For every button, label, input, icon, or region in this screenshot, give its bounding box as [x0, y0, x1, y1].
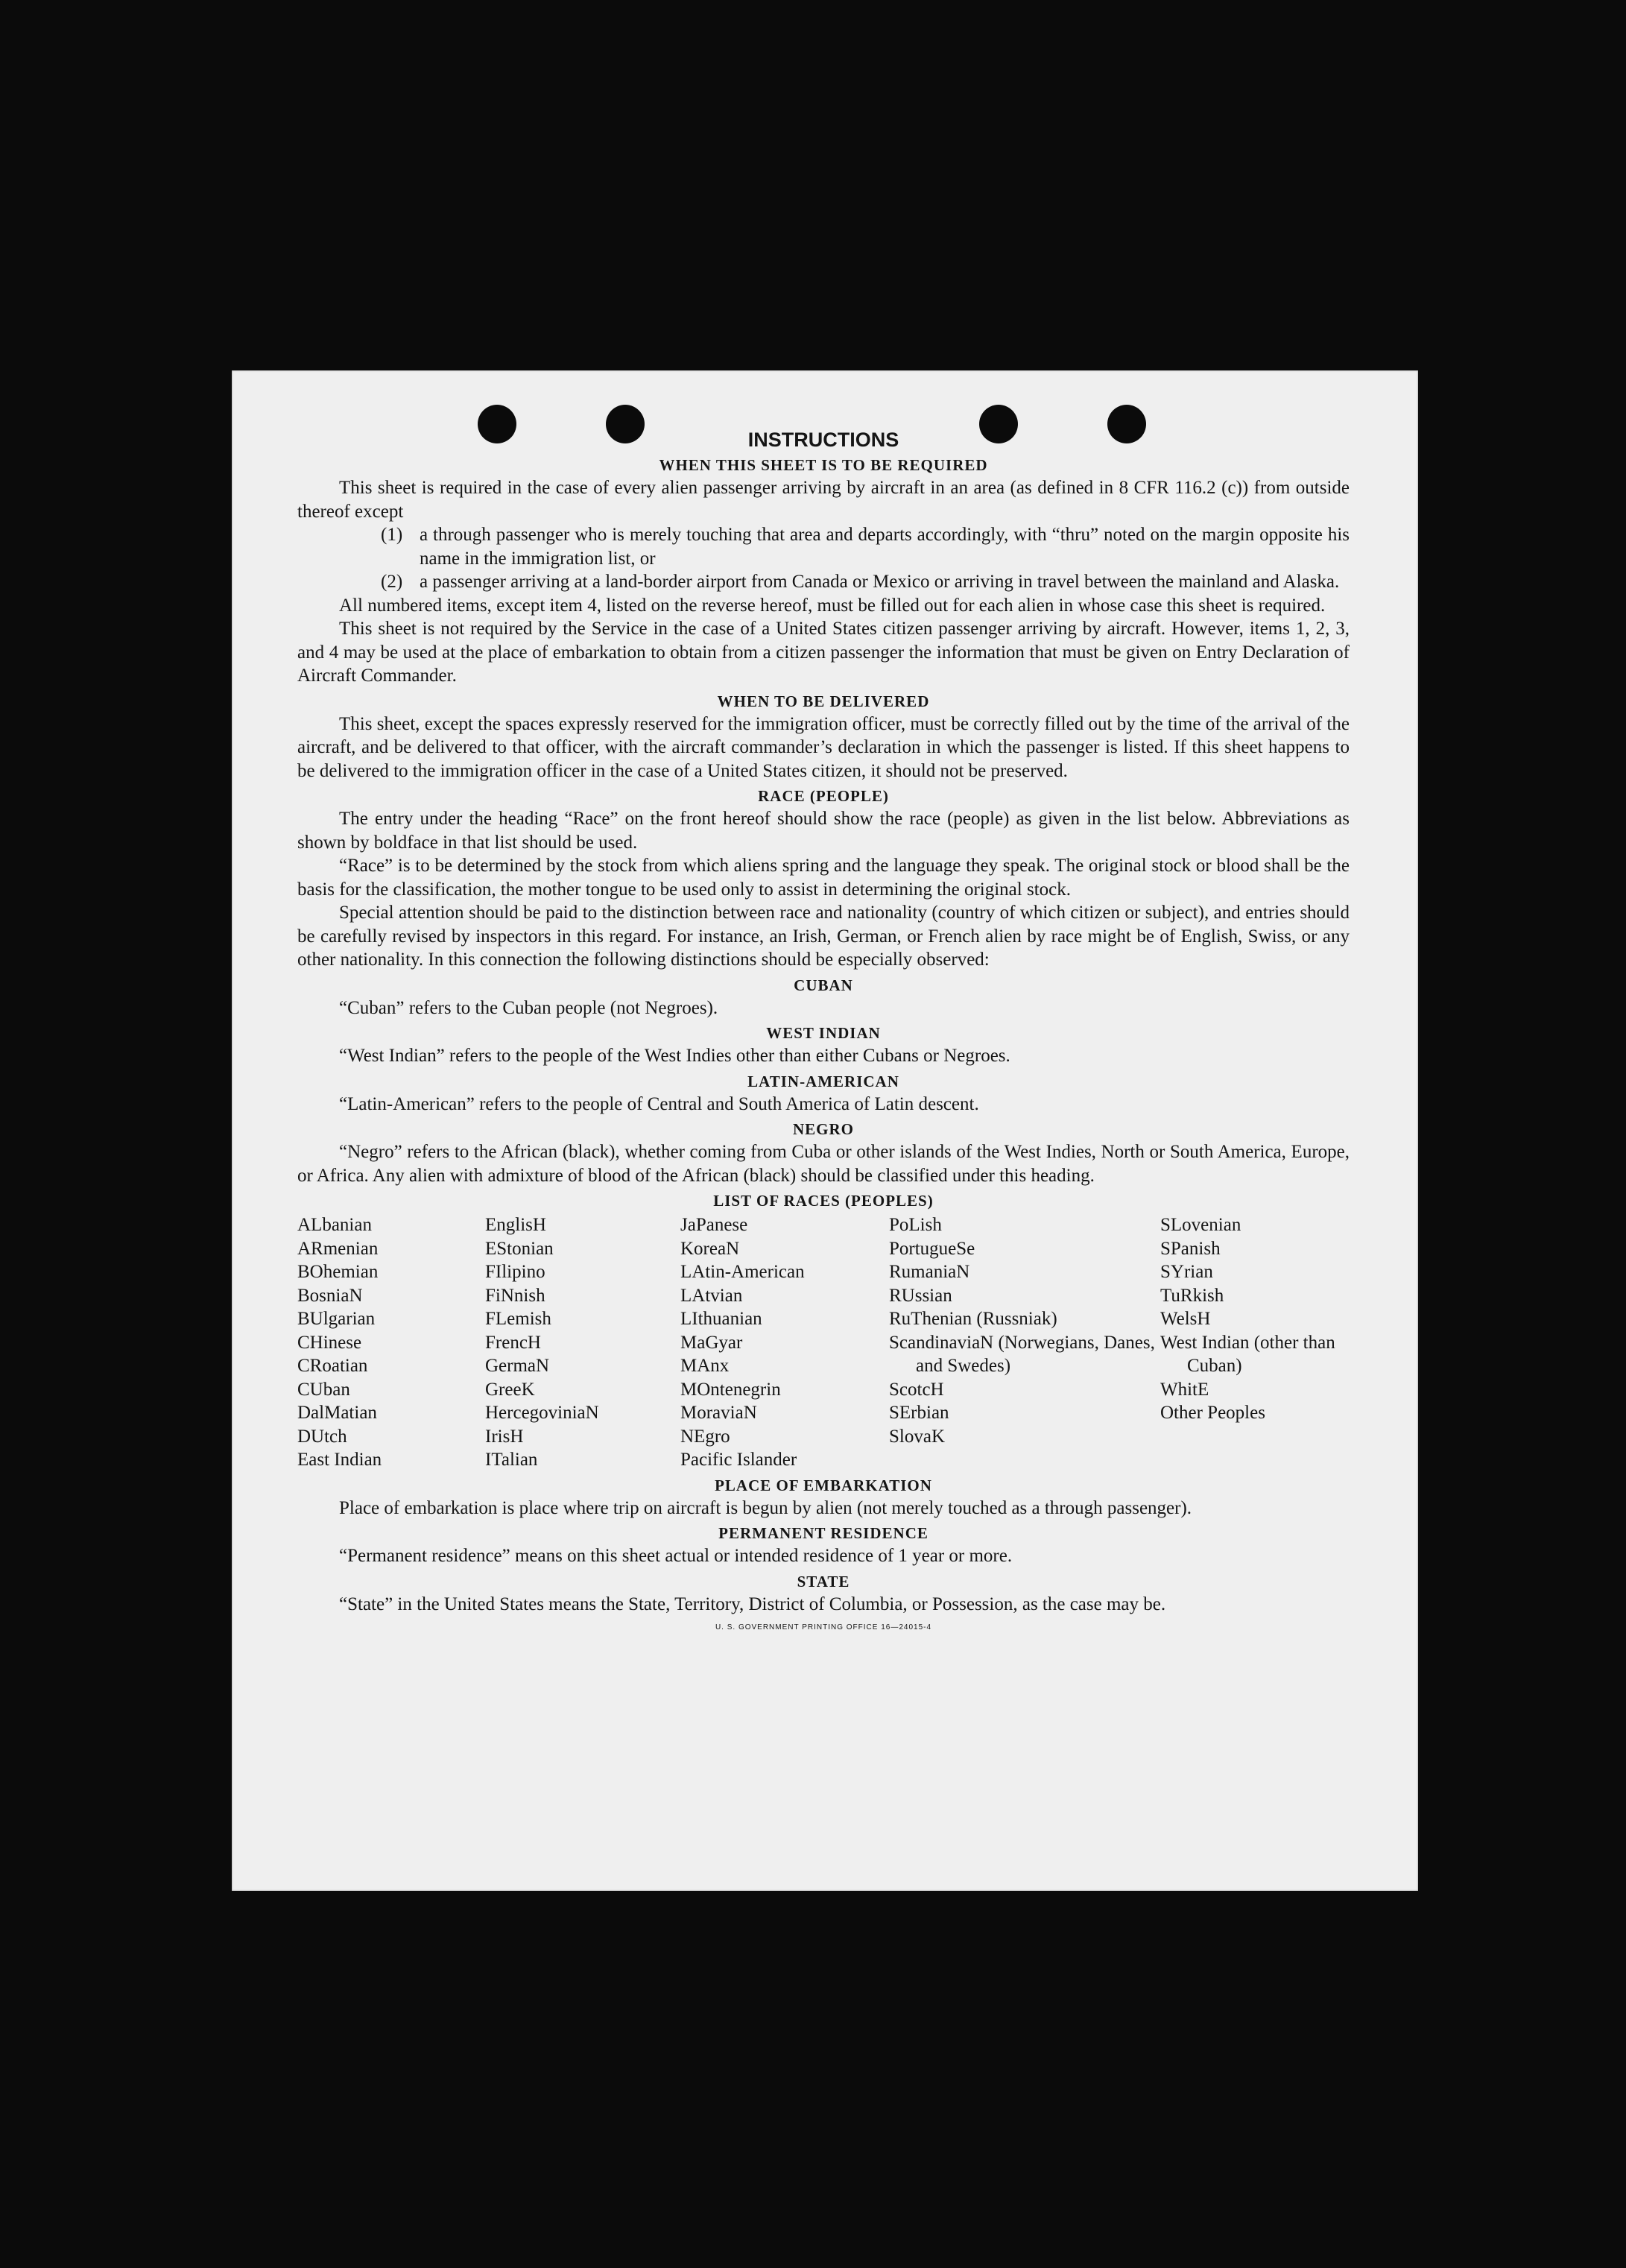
heading-list-of-races: LIST OF RACES (PEOPLES): [713, 1192, 934, 1210]
page-title: INSTRUCTIONS: [747, 429, 899, 451]
race-entry: GermaN: [485, 1356, 550, 1376]
item-number: (2): [381, 572, 403, 592]
race-entry: LAtvian: [680, 1285, 743, 1306]
heading-when-required: WHEN THIS SHEET IS TO BE REQUIRED: [659, 456, 988, 474]
delivered-para: This sheet, except the spaces expressly reserved for the immigration officer, must be correctly filled out by the time of the arrival of the aircraft, and be delivered to that officer, with the aircraft commander’s declaration in which the passenger is listed. If this sheet happens to be delivered to the immigration officer in the case of a United States citizen, it should not be preserved.: [297, 713, 1350, 781]
race-entry: ALbanian: [297, 1215, 372, 1235]
residence-para: “Permanent residence” means on this sheet actual or intended residence of 1 year or more.: [339, 1546, 1013, 1566]
exception-item-1: [297, 523, 1350, 570]
race-entry: LIthuanian: [680, 1309, 762, 1329]
race-entry: DalMatian: [297, 1403, 377, 1423]
race-entry: CHinese: [297, 1332, 362, 1353]
race-entry: BOhemian: [297, 1262, 379, 1282]
race-entry: FIlipino: [485, 1262, 545, 1282]
race-para-2: “Race” is to be determined by the stock from which aliens spring and the language they speak. The original stock or blood shall be the basis for the classification, the mother tongue to be used only to assist in determining the original stock.: [297, 856, 1350, 900]
exception-item-2: [297, 570, 1350, 594]
race-entry: HercegoviniaN: [485, 1403, 599, 1423]
race-entry: CUban: [297, 1379, 350, 1400]
race-entry: EnglisH: [485, 1215, 546, 1235]
printer-imprint: U. S. GOVERNMENT PRINTING OFFICE 16—24015-4: [715, 1623, 932, 1631]
race-entry: ITalian: [485, 1450, 538, 1470]
race-entry: Other Peoples: [1160, 1403, 1265, 1423]
latin-american-para: “Latin-American” refers to the people of Central and South America of Latin descent.: [339, 1093, 979, 1114]
race-entry: WelsH: [1160, 1309, 1211, 1329]
race-entry: West Indian (other than Cuban): [1160, 1332, 1335, 1376]
heading-negro: NEGRO: [792, 1120, 854, 1138]
race-entry: SPanish: [1160, 1238, 1221, 1259]
race-entry: MAnx: [680, 1356, 730, 1376]
race-entry: SlovaK: [889, 1426, 945, 1447]
heading-when-delivered: WHEN TO BE DELIVERED: [717, 692, 930, 710]
item-text: a through passenger who is merely touching that area and departs accordingly, with “thru” noted on the margin opposite his name in the immigration list, or: [420, 525, 1350, 569]
race-entry: SLovenian: [1160, 1215, 1241, 1235]
race-entry: GreeK: [485, 1379, 535, 1400]
instructions-content: [297, 429, 1350, 1631]
race-entry: FiNnish: [485, 1285, 545, 1306]
race-entry: BUlgarian: [297, 1309, 376, 1329]
state-para: “State” in the United States means the State, Territory, District of Columbia, or Possession, as the case may be.: [339, 1593, 1166, 1614]
required-intro: This sheet is required in the case of every alien passenger arriving by aircraft in an area (as defined in 8 CFR 116.2 (c)) from outside thereof except: [297, 478, 1350, 522]
race-entry: IrisH: [485, 1426, 524, 1447]
race-entry: PortugueSe: [889, 1238, 975, 1259]
west-indian-para: “West Indian” refers to the people of the West Indies other than either Cubans or Negroes.: [339, 1046, 1010, 1066]
races-column-1: [297, 1213, 485, 1472]
race-entry: ScandinaviaN (Norwegians, Danes, and Swedes): [889, 1332, 1155, 1376]
race-entry: SErbian: [889, 1403, 949, 1423]
required-para-2: All numbered items, except item 4, listed on the reverse hereof, must be filled out for each alien in whose case this sheet is required.: [339, 595, 1326, 616]
race-entry: RuThenian (Russniak): [889, 1309, 1057, 1329]
race-para-1: The entry under the heading “Race” on the front hereof should show the race (people) as given in the list below. Abbreviations as shown by boldface in that list should be used.: [297, 809, 1350, 853]
cuban-para: “Cuban” refers to the Cuban people (not Negroes).: [339, 997, 718, 1018]
race-entry: RUssian: [889, 1285, 952, 1306]
heading-latin-american: LATIN-AMERICAN: [747, 1072, 899, 1090]
heading-race: RACE (PEOPLE): [758, 787, 889, 805]
race-entry: CRoatian: [297, 1356, 368, 1376]
race-entry: MaGyar: [680, 1332, 743, 1353]
race-entry: FLemish: [485, 1309, 551, 1329]
race-entry: TuRkish: [1160, 1285, 1224, 1306]
heading-west-indian: WEST INDIAN: [766, 1024, 881, 1042]
race-entry: LAtin-American: [680, 1262, 805, 1282]
embarkation-para: Place of embarkation is place where trip on aircraft is begun by alien (not merely touched as a through passenger).: [339, 1497, 1192, 1518]
heading-state: STATE: [797, 1572, 850, 1591]
race-entry: JaPanese: [680, 1215, 748, 1235]
race-entry: SYrian: [1160, 1262, 1213, 1282]
race-entry: EStonian: [485, 1238, 554, 1259]
heading-residence: PERMANENT RESIDENCE: [718, 1524, 929, 1542]
races-column-4: [889, 1213, 1160, 1472]
race-entry: FrencH: [485, 1332, 541, 1353]
race-entry: ARmenian: [297, 1238, 379, 1259]
races-column-5: [1160, 1213, 1350, 1472]
item-text: a passenger arriving at a land-border airport from Canada or Mexico or arriving in travel between the mainland and Alaska.: [420, 572, 1340, 592]
required-para-3: This sheet is not required by the Service in the case of a United States citizen passenger arriving by aircraft. However, items 1, 2, 3, and 4 may be used at the place of embarkation to obtain from a citizen passenger the information that must be given on Entry Declaration of Aircraft Commander.: [297, 619, 1350, 686]
race-entry: East Indian: [297, 1450, 382, 1470]
heading-cuban: CUBAN: [794, 976, 853, 994]
race-entry: MoraviaN: [680, 1403, 757, 1423]
heading-embarkation: PLACE OF EMBARKATION: [715, 1476, 932, 1494]
race-para-3: Special attention should be paid to the distinction between race and nationality (country of which citizen or subject), and entries should be carefully revised by inspectors in this regard. For instance, an Irish, German, or French alien by race might be of English, Swiss, or any other nationality. In this connection the following distinctions should be especially observed:: [297, 903, 1350, 970]
race-entry: MOntenegrin: [680, 1379, 781, 1400]
race-entry: DUtch: [297, 1426, 347, 1447]
races-column-3: [680, 1213, 889, 1472]
race-entry: Pacific Islander: [680, 1450, 797, 1470]
race-entry: BosniaN: [297, 1285, 363, 1306]
race-entry: ScotcH: [889, 1379, 944, 1400]
document-page: [232, 370, 1418, 1891]
race-entry: WhitE: [1160, 1379, 1209, 1400]
races-list: [297, 1213, 1350, 1472]
race-entry: NEgro: [680, 1426, 730, 1447]
negro-para: “Negro” refers to the African (black), whether coming from Cuba or other islands of the West Indies, North or South America, Europe, or Africa. Any alien with admixture of blood of the African (black) should be classified under this heading.: [297, 1142, 1350, 1186]
race-entry: KoreaN: [680, 1238, 740, 1259]
race-entry: PoLish: [889, 1215, 942, 1235]
races-column-2: [485, 1213, 680, 1472]
item-number: (1): [381, 525, 403, 545]
race-entry: RumaniaN: [889, 1262, 970, 1282]
